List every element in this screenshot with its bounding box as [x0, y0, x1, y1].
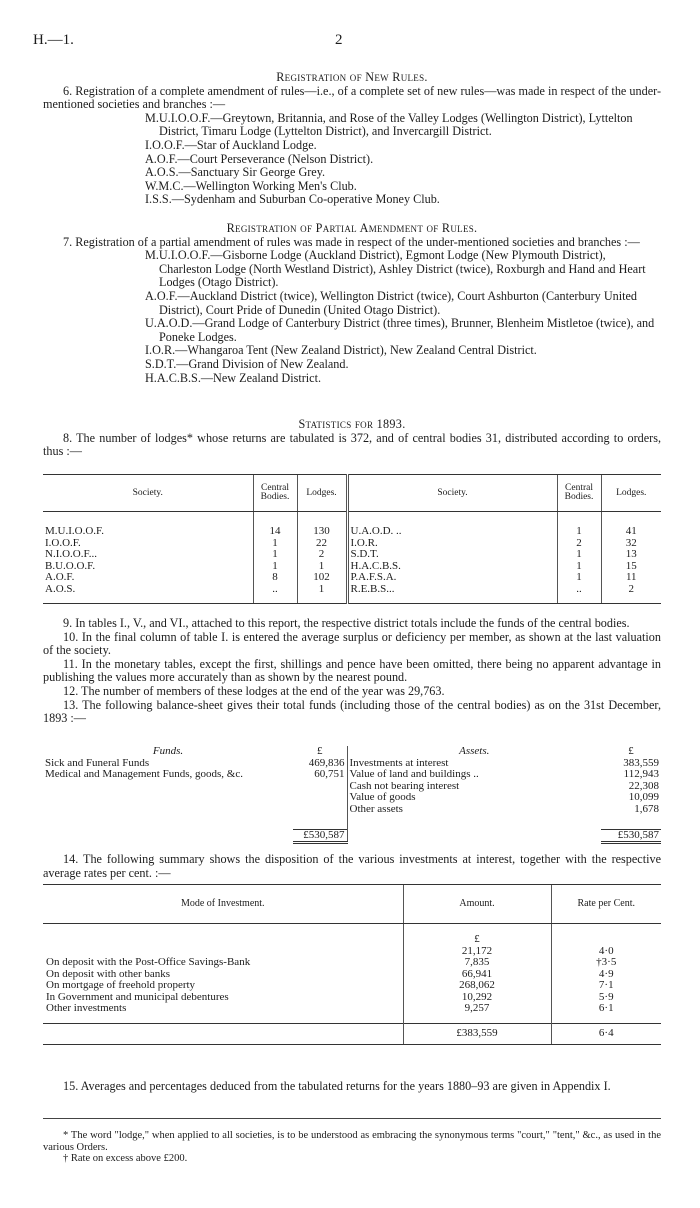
heading-partial-rules: Registration of Partial Amendment of Rules.: [226, 221, 478, 235]
footnote-lodge: * The word "lodge," when applied to all societies, is to be understood as embracing the synonymous terms "court," "tent," &c., as used in the various Orders.: [43, 1130, 661, 1153]
para-7: 7. Registration of a partial amendment of rules was made in respect of the under-mentioned societies and branches :—: [63, 234, 640, 249]
para-9: 9. In tables I., V., and VI., attached to this report, the respective district totals include the funds of the central bodies.: [63, 616, 630, 630]
new-rules-item: W.M.C.—Wellington Working Men's Club.: [145, 178, 357, 193]
para-8: 8. The number of lodges* whose returns are tabulated is 372, and of central bodies 31, distributed according to orders, thus :—: [43, 430, 661, 459]
report-reference: H.—1.: [33, 32, 74, 48]
heading-statistics: Statistics for 1893.: [298, 417, 406, 431]
footnotes: [43, 1130, 661, 1165]
section-statistics: [43, 418, 661, 459]
table-row: On deposit with other banks 66,941 4·9: [43, 969, 661, 981]
amount-total: £383,559: [403, 1023, 551, 1044]
col-central-bodies: Central Bodies.: [557, 475, 601, 512]
new-rules-item: A.O.F.—Court Perseverance (Nelson District).: [145, 151, 374, 166]
para-13: 13. The following balance-sheet gives their total funds (including those of the central bodies) as on the 31st December, 1893 :—: [43, 697, 661, 726]
assets-heading: Assets.: [347, 746, 601, 758]
table-row: A.O.S. .. 1 R.E.B.S... .. 2: [43, 584, 661, 596]
para-12: 12. The number of members of these lodges at the end of the year was 29,763.: [63, 683, 445, 698]
para-10: 10. In the final column of table I. is entered the average surplus or deficiency per member, as shown at the last valuation of the society.: [43, 629, 661, 658]
table-row: M.U.I.O.O.F. 14 130 U.A.O.D. .. 1 41: [43, 526, 661, 538]
page-number: 2: [335, 32, 343, 48]
partial-rules-item: M.U.I.O.O.F.—Gisborne Lodge (Auckland District), Egmont Lodge (New Plymouth District), Charleston Lodge (North Westland District), Ashley District (twice), Roxburgh and Hand and Heart Lodges (Otago District).: [145, 248, 646, 290]
col-society: Society.: [43, 475, 253, 512]
table-header-row: [43, 885, 661, 924]
section-partial-rules: [43, 222, 661, 385]
para-6: 6. Registration of a complete amendment of rules—i.e., of a complete set of new rules—was made in respect of the under-mentioned societies and branches :—: [43, 83, 661, 112]
paras-9-13: [43, 617, 661, 726]
partial-rules-item: S.D.T.—Grand Division of New Zealand.: [145, 356, 349, 371]
para-15-block: [43, 1080, 661, 1094]
totals-row: [43, 829, 661, 843]
table-header-row: [43, 475, 661, 512]
currency-symbol: £: [403, 934, 551, 946]
col-lodges: Lodges.: [297, 475, 347, 512]
balance-sheet: [43, 746, 661, 844]
para-11: 11. In the monetary tables, except the first, shillings and pence have been omitted, there being no apparent advantage in publishing the values more accurately than as shown by the nearest pound.: [43, 656, 661, 685]
partial-rules-item: U.A.O.D.—Grand Lodge of Canterbury District (three times), Brunner, Blenheim Mistletoe (twice), and Poneke Lodges.: [145, 316, 655, 344]
col-rate: Rate per Cent.: [551, 885, 661, 924]
table-row: Other assets 1,678: [43, 804, 661, 816]
footnote-rate: † Rate on excess above £200.: [63, 1153, 188, 1164]
partial-rules-item: A.O.F.—Auckland District (twice), Wellington District (twice), Court Ashburton (Canterbury United District), Court Pride of Dunedin (United Otago District).: [145, 288, 637, 317]
currency-symbol: £: [628, 745, 634, 757]
funds-total: £530,587: [293, 829, 347, 843]
footnote-divider: [43, 1118, 661, 1119]
table-row: In Government and municipal debentures 10,292 5·9: [43, 992, 661, 1004]
new-rules-item: I.S.S.—Sydenham and Suburban Co-operative Money Club.: [145, 192, 440, 207]
new-rules-item: M.U.I.O.O.F.—Greytown, Britannia, and Rose of the Valley Lodges (Wellington District), Lyttelton District, Timaru Lodge (Lyttelton District), and Invercargill District.: [145, 110, 633, 139]
partial-rules-item: I.O.R.—Whangaroa Tent (New Zealand District), New Zealand Central District.: [145, 343, 537, 358]
col-amount: Amount.: [403, 885, 551, 924]
para-14: 14. The following summary shows the disposition of the various investments at interest, together with the respective average rates per cent. :—: [43, 852, 661, 880]
table-row: I.O.O.F. 1 22 I.O.R. 2 32: [43, 538, 661, 550]
funds-heading: Funds.: [152, 745, 184, 757]
lodges-table: [43, 474, 661, 604]
table-row: Other investments 9,257 6·1: [43, 1003, 661, 1015]
table-row: On mortgage of freehold property 268,062 7·1: [43, 980, 661, 992]
heading-new-rules: Registration of New Rules.: [276, 70, 428, 84]
para-15: 15. Averages and percentages deduced from the tabulated returns for the years 1880–93 are given in Appendix I.: [63, 1079, 611, 1093]
post-office-label: On deposit with the Post-Office Savings-Bank: [46, 956, 251, 968]
col-central-bodies: Central Bodies.: [253, 475, 297, 512]
partial-rules-item: H.A.C.B.S.—New Zealand District.: [145, 370, 322, 385]
table-row: Medical and Management Funds, goods, &c. 60,751 Value of land and buildings .. 112,943: [45, 768, 659, 780]
para-14-block: [43, 853, 661, 880]
col-mode: Mode of Investment.: [43, 885, 403, 924]
table-row: A.O.F. 8 102 P.A.F.S.A. 1 11: [43, 572, 661, 584]
table-row: B.U.O.O.F. 1 1 H.A.C.B.S. 1 15: [43, 561, 661, 573]
investments-table: [43, 884, 661, 1045]
col-lodges: Lodges.: [601, 475, 661, 512]
totals-row: [43, 1023, 661, 1044]
rate-average: 6·4: [551, 1023, 661, 1044]
assets-total: £530,587: [601, 829, 661, 843]
table-row: N.I.O.O.F... 1 2 S.D.T. 1 13: [43, 549, 661, 561]
table-row: 21,172 4·0: [43, 946, 661, 958]
new-rules-item: A.O.S.—Sanctuary Sir George Grey.: [145, 165, 326, 180]
table-row: Value of goods 10,099: [43, 792, 661, 804]
table-row: On deposit with the Post-Office Savings-Bank 7,835 †3·5: [43, 957, 661, 969]
currency-symbol: £: [317, 745, 323, 757]
table-row: Sick and Funeral Funds 469,836 Investments at interest 383,559: [45, 756, 659, 769]
table-row: Cash not bearing interest 22,308: [43, 781, 661, 793]
new-rules-item: I.O.O.F.—Star of Auckland Lodge.: [145, 137, 317, 152]
col-society: Society.: [347, 475, 557, 512]
section-new-rules: [43, 71, 661, 207]
